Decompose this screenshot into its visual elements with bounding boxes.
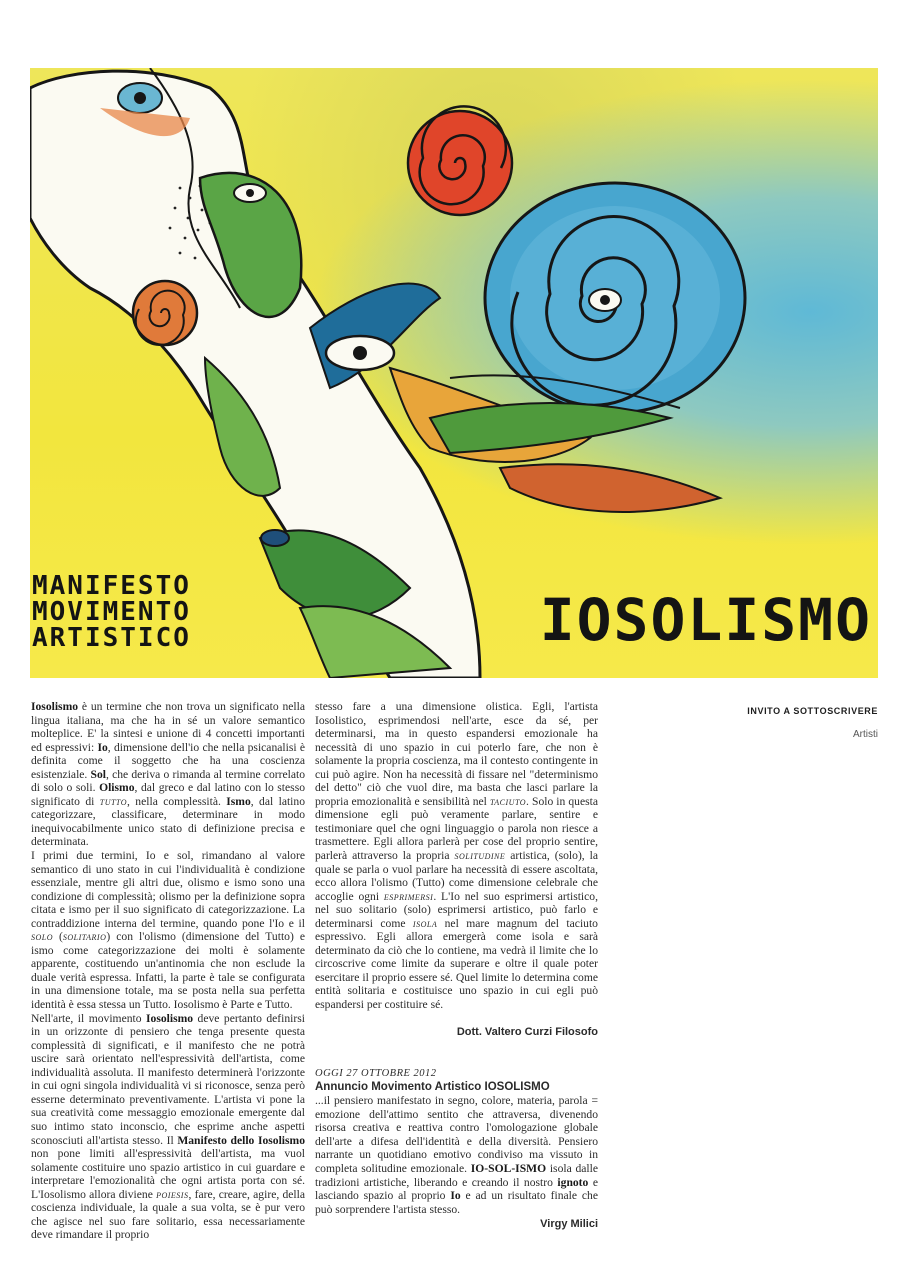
announcement-text: ...il pensiero manifestato in segno, colore, materia, parola = emozione dell'attimo sentito che attraversa, divenendo risorsa creativa e reattiva contro l'omologazione globale dell'arte a difesa dell'identità e della diversità. Pensiero narrante un quotidiano emotivo condiviso ma vissuto in completa solitudine emozionale. IO-SOL-ISMO isola dalle tradizioni artistiche, liberando e creando il nostro ignoto e lasciando spazio al proprio Io e ad un risultato finale che può sorprendere l'artista stesso. bbox=[315, 1094, 598, 1216]
emphasis-term: solitario bbox=[62, 930, 107, 944]
bold-term: Iosolismo bbox=[146, 1011, 194, 1025]
bold-term: ignoto bbox=[557, 1175, 589, 1189]
announcement-title: Annuncio Movimento Artistico IOSOLISMO bbox=[315, 1080, 550, 1093]
bold-term: Iosolismo bbox=[31, 700, 79, 713]
emphasis-term: poiesis bbox=[156, 1187, 189, 1201]
emphasis-term: solitudine bbox=[454, 849, 506, 863]
emphasis-term: solo bbox=[31, 930, 54, 944]
hero-artwork bbox=[30, 68, 878, 678]
emphasis-term: taciuto bbox=[489, 794, 527, 808]
bold-term: Io bbox=[450, 1189, 461, 1203]
invite-heading: INVITO A SOTTOSCRIVERE bbox=[747, 706, 878, 716]
subtitle-line-2: MOVIMENTO bbox=[32, 597, 191, 627]
hero-subtitle bbox=[32, 573, 191, 651]
announcement-date: OGGI 27 OTTOBRE 2012 bbox=[315, 1068, 437, 1080]
emphasis-term: tutto bbox=[99, 794, 128, 808]
bold-term: Io bbox=[97, 740, 108, 754]
article-column-2 bbox=[315, 700, 598, 1232]
subtitle-line-1: MANIFESTO bbox=[32, 571, 191, 601]
signature-artist: Virgy Milici bbox=[540, 1218, 598, 1231]
emphasis-term: esprimersi bbox=[383, 889, 434, 903]
sidebar bbox=[720, 706, 878, 740]
bold-term: Sol bbox=[90, 767, 106, 781]
bold-term: Manifesto dello Iosolismo bbox=[177, 1133, 305, 1147]
col1-text: Iosolismo è un termine che non trova un significato nella lingua italiana, ma che ha in sé un valore semantico molteplice. E' la sintesi e unione di 4 concetti importanti ed espressivi: Io, dimensione dell'io che nella psicanalisi è definita come il soggetto che ha una coscienza esistenziale. Sol, che deriva o rimanda al termine correlato di solo o soli. Olismo, dal greco e dal latino con lo stesso significato di tutto, nella complessità. Ismo, dal latino categorizzare, classificare, determinare in modo inequivocabilmente unico stato di definizione precisa e determinata. I primi due termini, Io e sol, rimandano al valore semantico di uno stato in cui l'individualità è condizione essenziale, mentre gli altri due, olismo e ismo sono una condizione di complessità; olismo per la definizione sopra citata e ismo per il suo significato di categorizzazione. La contraddizione interna del termine, quando pone l'Io e il solo (solitario) con l'olismo (dimensione del Tutto) e ismo come categorizzazione dei molti è solamente apparente, costituendo un'antinomia che non esclude la duale verità espressa. Infatti, la parte è tale se configurata in una dimensione totale, ma se posta nella sua perfetta identità è essa stessa un Tutto. Iosolismo è Parte e Tutto. Nell'arte, il movimento Iosolismo deve pertanto definirsi in un orizzonte di pensiero che tenga presente questa complessità di significati, e il manifesto che ne potrà uscire sarà orientato nell'espressività dell'artista, come individualità assoluta. Il manifesto determinerà l'orizzonte in cui ogni singola individualità vi si riconosce, senza però esserne determinato preventivamente. L'artista vi pone la sua creatività come messaggio emozionale emergente dal suo intimo stato inconscio, che esprime anche aspetti sconosciuti all'artista stesso. Il Manifesto dello Iosolismo non pone limiti all'espressività dell'artista, ma vuol solamente costituire uno spazio artistico in cui guardare e interpretare l'emozionalità che ogni artista porta con sé. L'Iosolismo allora diviene poiesis, fare, creare, agire, della coscienza individuale, la quale a sua volta, se è pur vero che agisce nel suo fare solitario, essa necessariamente deve rimandare il proprio bbox=[31, 700, 306, 1242]
bold-term: Ismo bbox=[226, 794, 251, 808]
bold-term: IO-SOL-ISMO bbox=[470, 1161, 547, 1175]
col2-text: stesso fare a una dimensione olistica. Egli, l'artista Iosolistico, esprimendosi nell'arte, esce da sé, per determinarsi, ma in questo espandersi emozionale ha necessità di uno spazio in cui poterlo fare, che non è solamente la propria coscienza, ma il contesto contingente in cui può agire. Non ha necessità di fissare nel "determinismo del detto" ciò che vuol dire, ma basta che lasci parlare la propria emozionalità e sensibilità nel taciuto. Solo in questa dimensione egli può veramente parlare, sentire e testimoniare quel che ogni linguaggio o parola non riesce a trasmettere. Egli allora parlerà per cose del proprio sentire, parlerà attraverso la propria solitudine artistica, (solo), la quale se parla o vuol parlare ha necessità di essere ascoltata, ecco allora l'olismo (Tutto) come dimensione celebrale che accoglie ogni esprimersi. L'Io nel suo esprimersi artistico, nel suo solitario (solo) esprimersi artistico, può farlo e determinarsi come isola nel mare magnum del taciuto espressivo. Egli allora emergerà come isola e sarà determinato da ciò che lo contiene, ma vedrà il limite che lo circoscrive come limite da superare e oltre il quale poter esercitare il proprio essere sé. Quel limite lo determina come entità solitaria e costituisce uno spazio in cui egli può espandersi per costituire sé. bbox=[315, 700, 599, 1012]
article-column-1 bbox=[31, 700, 305, 1242]
subtitle-line-3: ARTISTICO bbox=[32, 623, 191, 653]
hero-title: IOSOLISMO bbox=[539, 586, 872, 654]
bold-term: Olismo bbox=[99, 781, 135, 795]
section-label: Artisti bbox=[853, 729, 878, 740]
emphasis-term: isola bbox=[412, 916, 438, 930]
signature-filosofo: Dott. Valtero Curzi Filosofo bbox=[456, 1025, 598, 1038]
